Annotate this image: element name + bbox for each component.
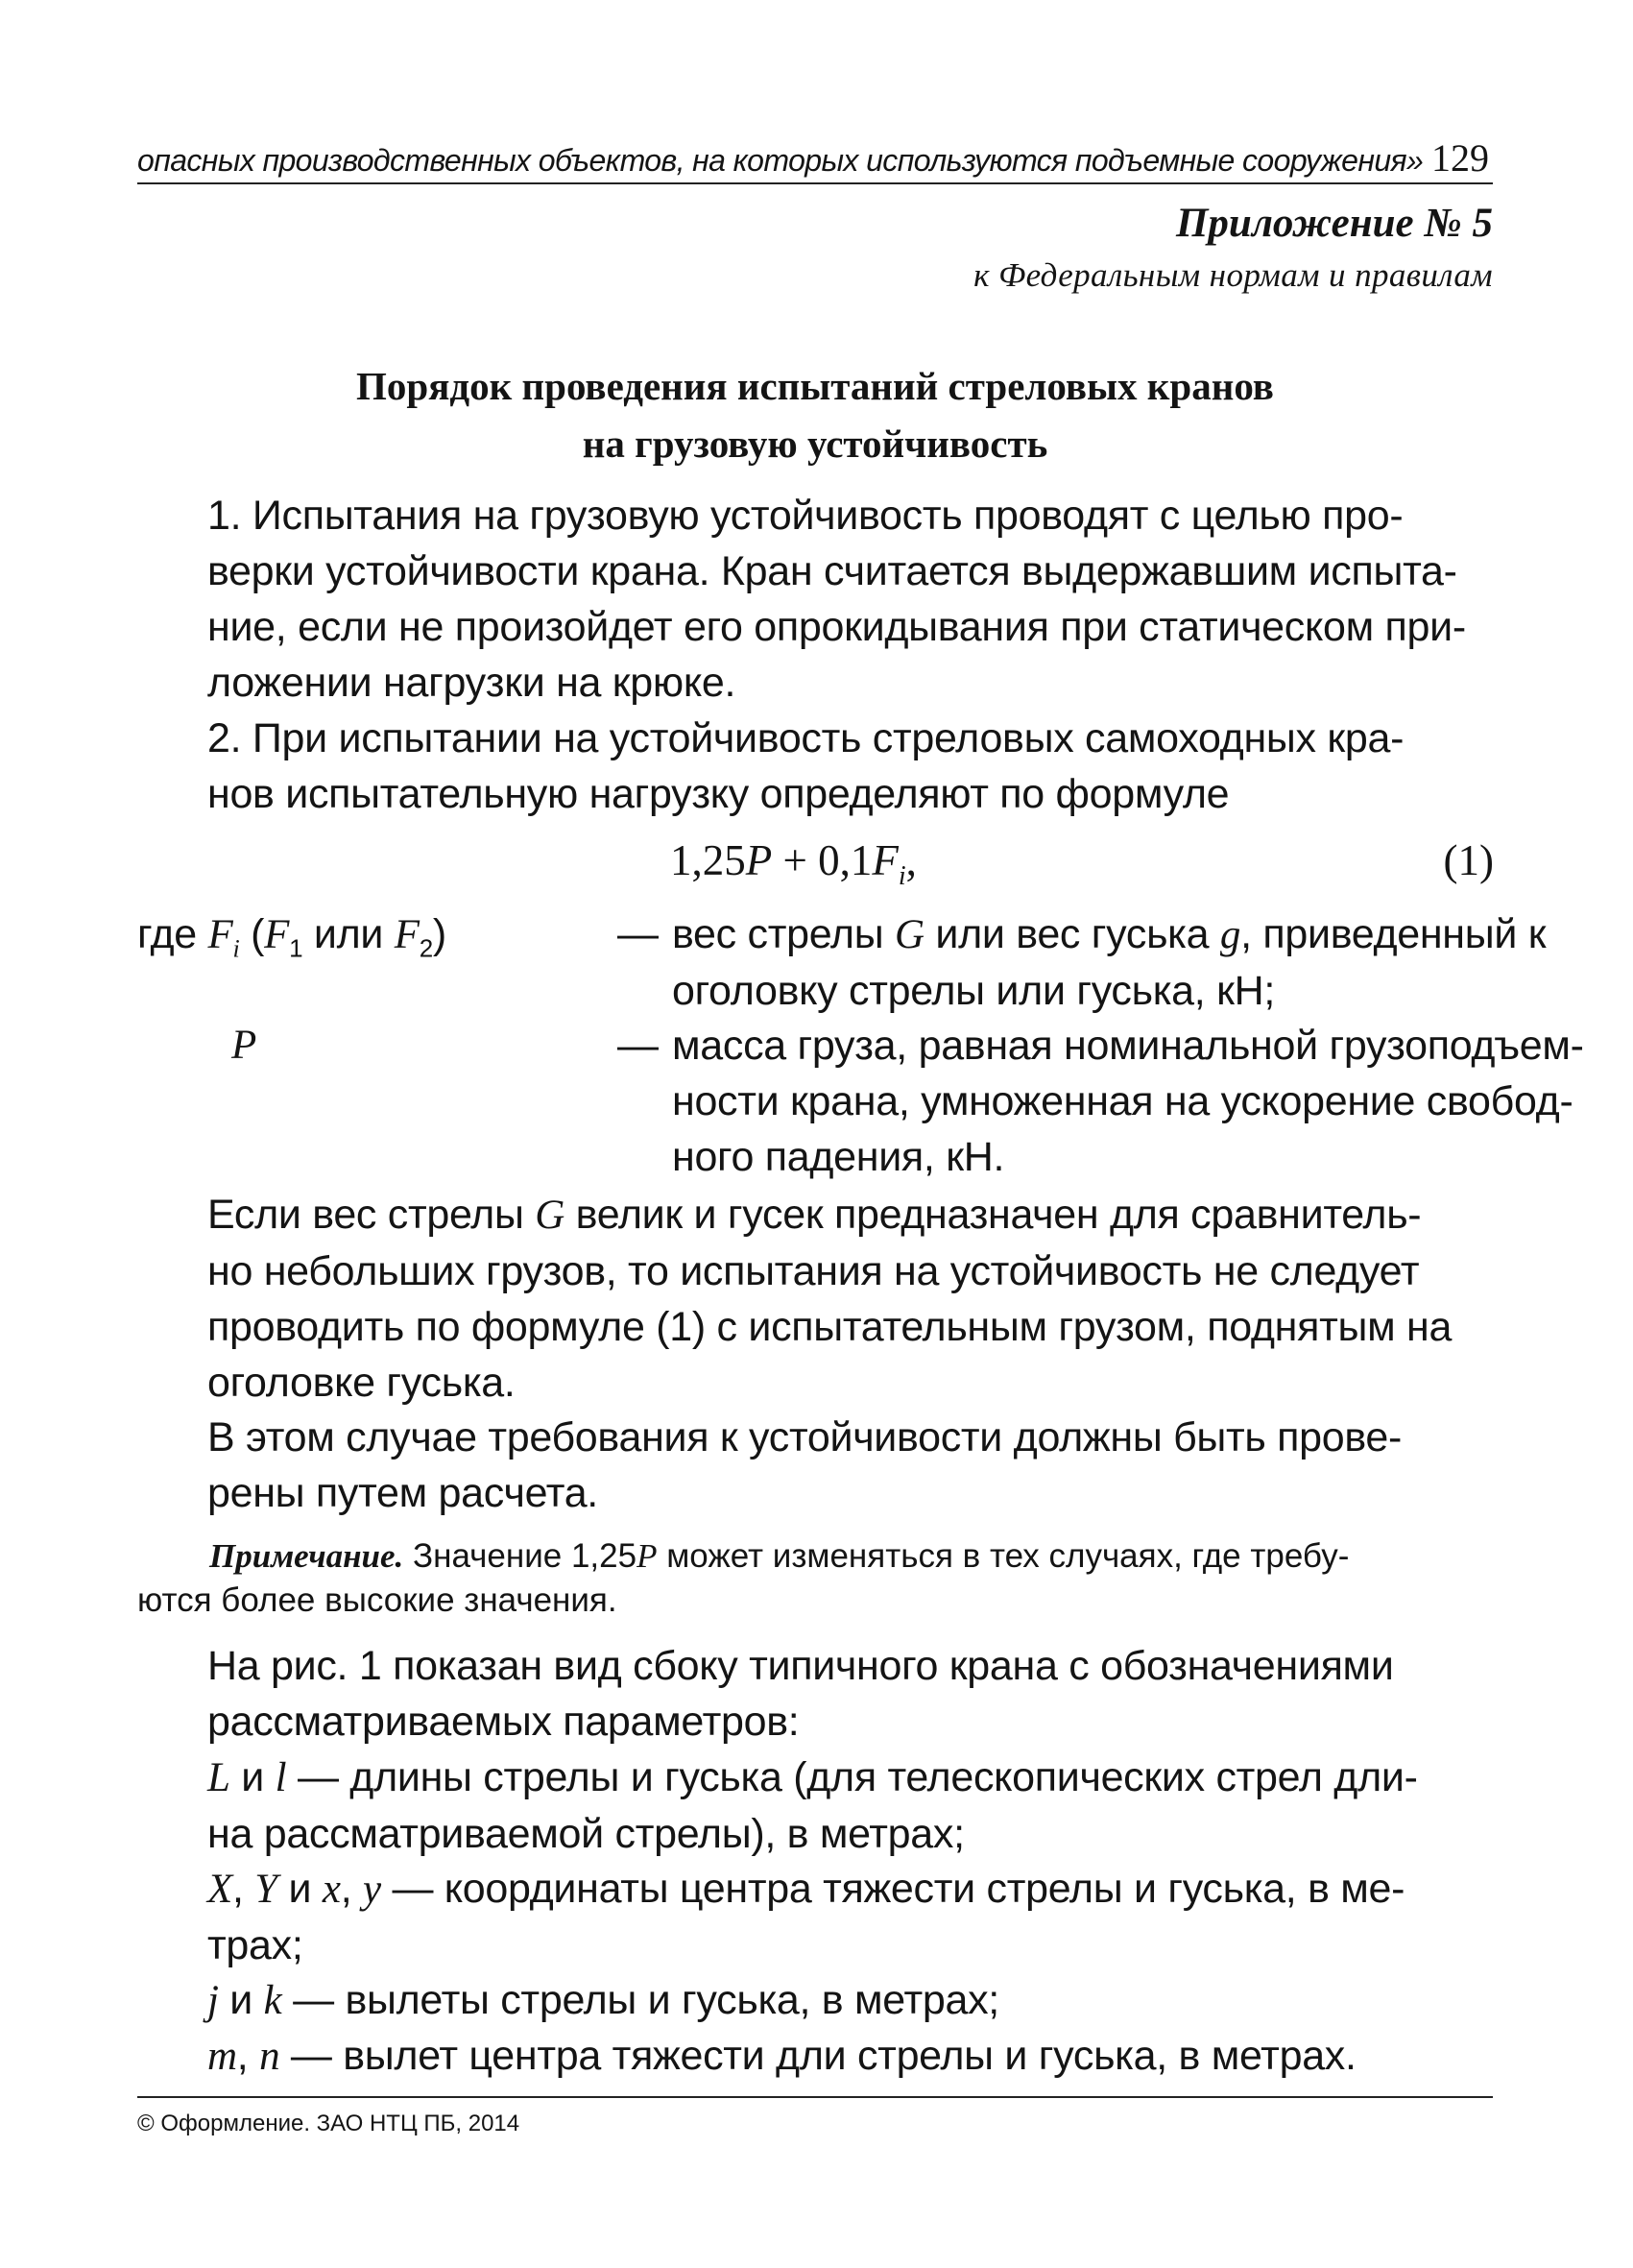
note-line [137, 1534, 1493, 1579]
var-f2-sub: 2 [419, 933, 433, 963]
var-x: x [322, 1867, 341, 1912]
section-title-line-1: Порядок проведения испытаний стреловых кранов [356, 364, 1274, 408]
var-j: j [207, 1978, 219, 2023]
definition-desc-p [672, 1018, 1584, 1185]
var-n: n [259, 2034, 280, 2079]
paragraph-line: ние, если не произойдет его опрокидывания при статическом при- [207, 604, 1466, 650]
definition-term-p: P [231, 1023, 256, 1068]
text-run: — вылеты стрелы и гуська, в метрах; [281, 1977, 999, 2023]
section-title [137, 357, 1493, 472]
paragraph-line: 2. При испытании на устойчивость стреловых самоходных кра- [207, 715, 1405, 761]
text-run: и [229, 1754, 276, 1800]
formula-coef: 1,25 [670, 836, 746, 884]
section-title-line-2: на грузовую устойчивость [582, 422, 1048, 466]
definition-line [672, 906, 1547, 963]
var-L: L [207, 1755, 230, 1800]
text-run: , [236, 2033, 260, 2079]
text-run: и [276, 1866, 323, 1912]
var-p: P [636, 1537, 658, 1575]
definition-term-f [137, 906, 446, 977]
definition-line: масса груза, равная номинальной грузоподъем- [672, 1023, 1584, 1069]
desc-text: вес стрелы [672, 911, 895, 957]
paren-close: ) [432, 911, 446, 957]
formula-expression [670, 835, 917, 892]
var-m: m [207, 2034, 237, 2079]
paragraph-line: рассматриваемых параметров: [207, 1699, 800, 1745]
paragraph-2 [137, 711, 1493, 822]
paragraph-1 [137, 488, 1493, 711]
text-run: и [218, 1977, 264, 2023]
formula-1 [662, 835, 1494, 893]
formula-var-p: P [745, 836, 773, 884]
var-g: G [894, 912, 925, 957]
definition-line: оголовку стрелы или гуська, кН; [672, 968, 1275, 1014]
paragraph-line [137, 1187, 1493, 1243]
paragraph-line [137, 1861, 1493, 1918]
paragraph-line: нов испытательную нагрузку определяют по формуле [207, 771, 1230, 817]
text-run: — длины стрелы и гуська (для телескопических стрел дли- [286, 1754, 1418, 1800]
definition-line: ного падения, кН. [672, 1134, 1005, 1180]
text-run: , [231, 1866, 255, 1912]
paragraph-3 [137, 1187, 1493, 1411]
var-f-sub: i [232, 934, 240, 963]
var-k: k [263, 1978, 282, 2023]
appendix-subtitle: к Федеральным нормам и правилам [973, 256, 1493, 294]
paragraph-line: ложении нагрузки на крюке. [207, 660, 736, 706]
paragraph-9 [137, 2028, 1493, 2085]
paragraph-line: трах; [207, 1922, 303, 1968]
paragraph-line: 1. Испытания на грузовую устойчивость проводят с целью про- [207, 493, 1404, 539]
formula-term: + 0,1 [772, 836, 873, 884]
paragraph-line: на рассматриваемой стрелы), в метрах; [207, 1811, 965, 1857]
paragraph-line: но небольших грузов, то испытания на устойчивость не следует [207, 1248, 1420, 1294]
paragraph-line: верки устойчивости крана. Кран считается выдержавшим испыта- [207, 548, 1457, 594]
text-run: велик и гусек предназначен для сравнитель- [564, 1192, 1422, 1238]
paragraph-line: проводить по формуле (1) с испытательным грузом, поднятым на [207, 1304, 1453, 1350]
paragraph-line: В этом случае требования к устойчивости должны быть прове- [207, 1414, 1403, 1460]
definition-desc-f [672, 906, 1547, 1019]
var-l: l [275, 1755, 287, 1800]
desc-text: или вес гуська [924, 911, 1220, 957]
or-word: или [302, 911, 395, 957]
running-header [137, 133, 1493, 184]
where-word: где [137, 911, 208, 957]
note-text: может изменяться в тех случаях, где требу- [657, 1537, 1350, 1575]
definition-dash: — [617, 911, 659, 957]
var-X: X [207, 1867, 232, 1912]
var-g-small: g [1219, 912, 1241, 957]
page-number: 129 [1431, 136, 1489, 180]
var-Y: Y [254, 1867, 277, 1912]
var-f2: F [394, 912, 420, 957]
formula-subscript: i [898, 861, 906, 891]
paragraph-5 [137, 1638, 1493, 1749]
running-header-title: опасных производственных объектов, на которых используются подъемные сооружения» [137, 143, 1424, 178]
text-run: , [340, 1866, 363, 1912]
paragraph-line [137, 2028, 1493, 2085]
paragraph-8 [137, 1972, 1493, 2029]
text-run: — вылет центра тяжести дли стрелы и гуська, в метрах. [279, 2033, 1357, 2079]
paragraph-line: На рис. 1 показан вид сбоку типичного крана с обозначениями [207, 1643, 1394, 1689]
paragraph-line [137, 1749, 1493, 1806]
var-f1-sub: 1 [289, 933, 303, 963]
var-f1: F [264, 912, 290, 957]
paren-open: ( [239, 911, 265, 957]
formula-comma: , [905, 836, 917, 884]
formula-number: (1) [1443, 836, 1494, 884]
text-run: — координаты центра тяжести стрелы и гуська, в ме- [380, 1866, 1405, 1912]
footer-divider [137, 2096, 1493, 2098]
note-text: Значение 1,25 [403, 1537, 637, 1575]
var-y: y [363, 1867, 381, 1912]
note [137, 1534, 1493, 1623]
definition-line: ности крана, умноженная на ускорение свобод- [672, 1078, 1573, 1124]
var-g: G [535, 1193, 564, 1238]
definition-f [137, 906, 1547, 1018]
paragraph-6 [137, 1749, 1493, 1862]
note-label: Примечание. [209, 1537, 404, 1575]
formula-var-f: F [872, 836, 899, 884]
paragraph-line: рены путем расчета. [207, 1470, 598, 1516]
text-run: Если вес стрелы [207, 1192, 536, 1238]
paragraph-line [137, 1972, 1493, 2029]
paragraph-7 [137, 1861, 1493, 1973]
paragraph-line: оголовке гуська. [207, 1360, 516, 1406]
appendix-label [973, 198, 1493, 302]
definition-p [137, 1018, 1584, 1185]
footer-copyright: © Оформление. ЗАО НТЦ ПБ, 2014 [137, 2111, 520, 2136]
var-f: F [207, 912, 233, 957]
appendix-title: Приложение № 5 [1175, 201, 1493, 246]
note-line: ются более высокие значения. [137, 1581, 617, 1619]
definition-dash: — [617, 1023, 659, 1069]
desc-text: , приведенный к [1240, 911, 1547, 957]
paragraph-4 [137, 1410, 1493, 1521]
